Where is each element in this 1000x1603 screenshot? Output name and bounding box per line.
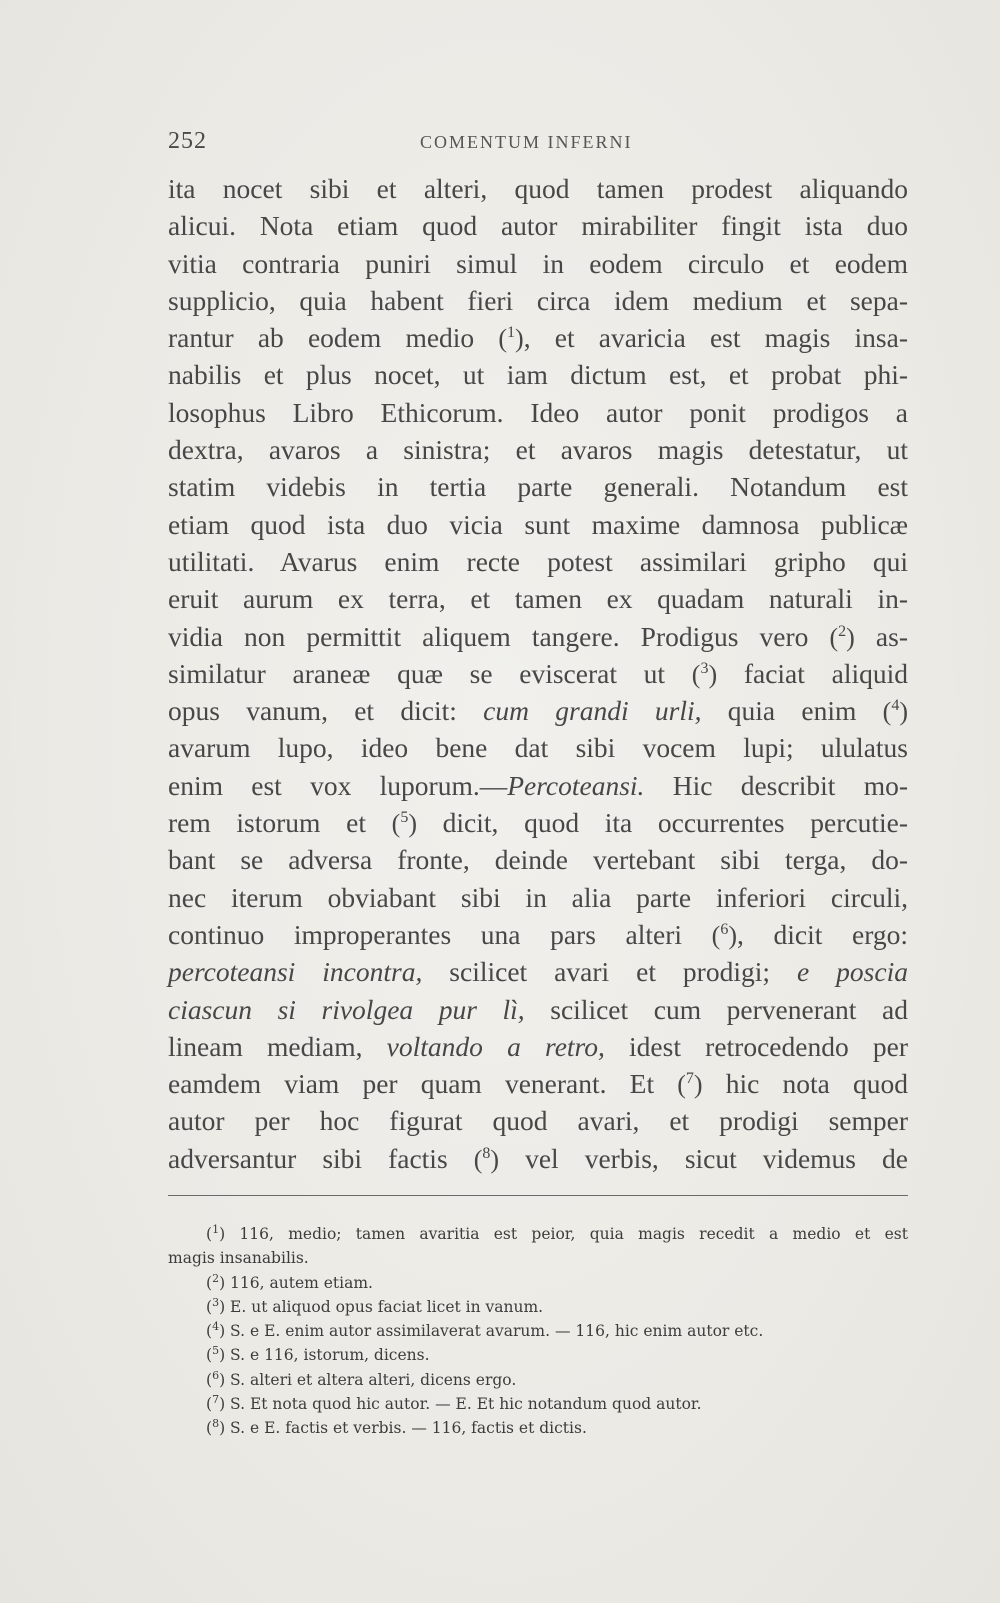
text-line: utilitati. Avarus enim recte potest assimilari gripho qui: [168, 545, 908, 577]
footnote-reference: 6: [720, 920, 729, 938]
text-line: statim videbis in tertia parte generali. Notandum est: [168, 471, 908, 503]
text-line: eamdem viam per quam venerant. Et ($^7$) hic nota quod: [168, 1068, 908, 1100]
footnote: ($^1$) 116, medio; tamen avaritia est peior, quia magis recedit a medio et est: [206, 1222, 908, 1243]
quoted-verse: Percoteansi.: [507, 769, 645, 801]
quoted-verse: ciascun si rivolgea pur lì,: [168, 993, 525, 1025]
footnote-reference: 7: [685, 1069, 694, 1087]
footnote-text: S. alteri et altera alteri, dicens ergo.: [230, 1370, 517, 1389]
main-text: [168, 170, 908, 1177]
footnote-mark: 1: [212, 1222, 220, 1236]
footnote-text: 116, autem etiam.: [230, 1273, 373, 1292]
footnote-reference: 5: [400, 808, 409, 826]
text-line: ciascun si rivolgea pur lì, scilicet cum pervenerant ad: [168, 993, 908, 1025]
text-line: vidia non permittit aliquem tangere. Prodigus vero ($^2$) as-: [168, 620, 908, 652]
footnote: ($^3$) E. ut aliquod opus faciat licet in vanum.: [206, 1295, 544, 1316]
footnote-mark: 8: [212, 1417, 220, 1431]
text-line: rem istorum et ($^5$) dicit, quod ita occurrentes percutie-: [168, 807, 908, 839]
text-line: autor per hoc figurat quod avari, et prodigi semper: [168, 1105, 908, 1137]
page-header: [168, 128, 908, 158]
text-line: dextra, avaros a sinistra; et avaros magis detestatur, ut: [168, 434, 908, 466]
footnote-mark: 3: [212, 1295, 220, 1309]
quoted-verse: voltando a retro,: [386, 1030, 605, 1062]
text-line: adversantur sibi factis ($^8$) vel verbis, sicut videmus de: [168, 1142, 908, 1174]
text-line: percoteansi incontra, scilicet avari et prodigi; e poscia: [168, 956, 908, 988]
quoted-verse: cum grandi urli,: [483, 695, 702, 727]
footnote-text: E. ut aliquod opus faciat licet in vanum.: [230, 1297, 544, 1316]
text-line: losophus Libro Ethicorum. Ideo autor ponit prodigos a: [168, 396, 908, 428]
text-line: ita nocet sibi et alteri, quod tamen prodest aliquando: [168, 173, 908, 204]
text-line: continuo improperantes una pars alteri ($^6$), dicit ergo:: [168, 918, 908, 950]
footnote-reference: 3: [700, 659, 709, 677]
footnote-mark: 6: [212, 1368, 220, 1382]
footnote: ($^4$) S. e E. enim autor assimilaverat avarum. — 116, hic enim autor etc.: [206, 1320, 764, 1341]
quoted-verse: e poscia: [797, 956, 908, 988]
text-line: etiam quod ista duo vicia sunt maxime damnosa publicæ: [168, 508, 908, 540]
text-line: lineam mediam, voltando a retro, idest retrocedendo per: [168, 1030, 908, 1062]
footnote-text: S. e 116, istorum, dicens.: [230, 1346, 430, 1365]
quoted-verse: percoteansi incontra,: [168, 956, 423, 988]
text-line: bant se adversa fronte, deinde vertebant sibi terga, do-: [168, 844, 908, 876]
text-line: avarum lupo, ideo bene dat sibi vocem lupi; ululatus: [168, 732, 908, 764]
text-line: vitia contraria puniri simul in eodem circulo et eodem: [168, 247, 908, 279]
footnote-text: S. e E. factis et verbis. — 116, factis et dictis.: [230, 1419, 587, 1438]
footnote-divider: [168, 1195, 908, 1196]
footnote-text: S. Et nota quod hic autor. — E. Et hic notandum quod autor.: [230, 1395, 702, 1414]
footnote-mark: 4: [212, 1320, 220, 1334]
footnote-reference: 2: [838, 622, 847, 640]
footnote-reference: 1: [507, 324, 516, 342]
text-line: similatur araneæ quæ se eviscerat ut ($^3$) faciat aliquid: [168, 657, 908, 689]
footnote-mark: 7: [212, 1392, 220, 1406]
text-line: alicui. Nota etiam quod autor mirabiliter fingit ista duo: [168, 210, 908, 242]
footnote: ($^7$) S. Et nota quod hic autor. — E. Et hic notandum quod autor.: [206, 1392, 702, 1414]
footnote-mark: 5: [212, 1344, 220, 1358]
footnote: ($^5$) S. e 116, istorum, dicens.: [206, 1344, 430, 1365]
footnote-text: S. e E. enim autor assimilaverat avarum. — 116, hic enim autor etc.: [230, 1322, 764, 1341]
footnote-mark: 2: [212, 1271, 220, 1285]
text-line: rantur ab eodem medio ($^1$), et avaricia est magis insa-: [168, 322, 908, 354]
text-line: supplicio, quia habent fieri circa idem medium et sepa-: [168, 284, 908, 316]
text-line: eruit aurum ex terra, et tamen ex quadam naturali in-: [168, 583, 908, 615]
footnote-reference: 4: [891, 697, 900, 714]
page-number: 252: [168, 128, 207, 154]
footnote: ($^6$) S. alteri et altera alteri, dicens ergo.: [206, 1368, 517, 1389]
text-line: enim est vox luporum.—Percoteansi. Hic describit mo-: [168, 769, 908, 801]
text-line: nabilis et plus nocet, ut iam dictum est, et probat phi-: [168, 359, 908, 391]
footnote: ($^2$) 116, autem etiam.: [206, 1271, 373, 1292]
footnotes: [168, 1222, 908, 1441]
footnote-reference: 8: [482, 1144, 491, 1162]
footnote-text: magis insanabilis.: [168, 1249, 309, 1268]
text-line: opus vanum, et dicit: cum grandi urli, quia enim ($^4$): [168, 695, 908, 727]
running-head: COMENTUM INFERNI: [420, 132, 633, 152]
footnote: ($^8$) S. e E. factis et verbis. — 116, factis et dictis.: [206, 1417, 587, 1438]
footnote: [168, 1246, 908, 1270]
footnote-text: 116, medio; tamen avaritia est peior, quia magis recedit a medio et est: [239, 1225, 908, 1243]
text-line: nec iterum obviabant sibi in alia parte inferiori circuli,: [168, 881, 908, 913]
